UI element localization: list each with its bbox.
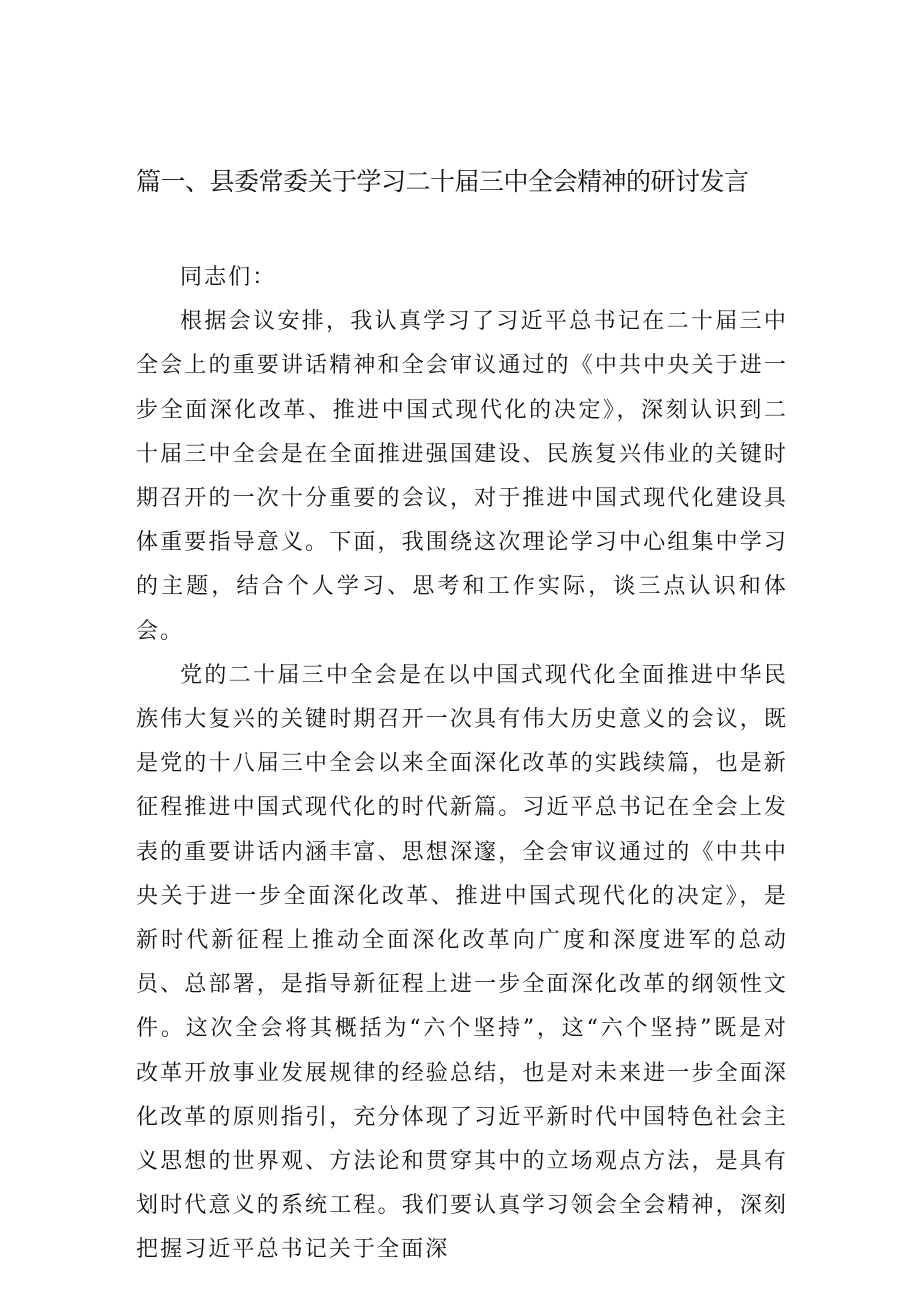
paragraph-1: 根据会议安排，我认真学习了习近平总书记在二十届三中全会上的重要讲话精神和全会审议通过的《中共中央关于进一步全面深化改革、推进中国式现代化的决定》，深刻认识到二十届三中全会是在全面推进强国建设、民族复兴伟业的关键时期召开的一次十分重要的会议，对于推进中国式现代化建设具体重要指导意义。下面，我围绕这次理论学习中心组集中学习的主题，结合个人学习、思考和工作实际，谈三点认识和体会。 — [136, 309, 788, 644]
salutation: 同志们： — [180, 265, 277, 290]
document-body — [136, 256, 788, 1273]
document-title: 篇一、县委常委关于学习二十届三中全会精神的研讨发言 — [136, 167, 749, 196]
paragraph-2: 党的二十届三中全会是在以中国式现代化全面推进中华民族伟大复兴的关键时期召开一次具有伟大历史意义的会议，既是党的十八届三中全会以来全面深化改革的实践续篇，也是新征程推进中国式现代化的时代新篇。习近平总书记在全会上发表的重要讲话内涵丰富、思想深邃，全会审议通过的《中共中央关于进一步全面深化改革、推进中国式现代化的决定》，是新时代新征程上推动全面深化改革向广度和深度进军的总动员、总部署，是指导新征程上进一步全面深化改革的纲领性文件。这次全会将其概括为“六个坚持”，这“六个坚持”既是对改革开放事业发展规律的经验总结，也是对未来进一步全面深化改革的原则指引，充分体现了习近平新时代中国特色社会主义思想的世界观、方法论和贯穿其中的立场观点方法，是具有划时代意义的系统工程。我们要认真学习领会全会精神，深刻把握习近平总书记关于全面深 — [136, 662, 788, 1263]
